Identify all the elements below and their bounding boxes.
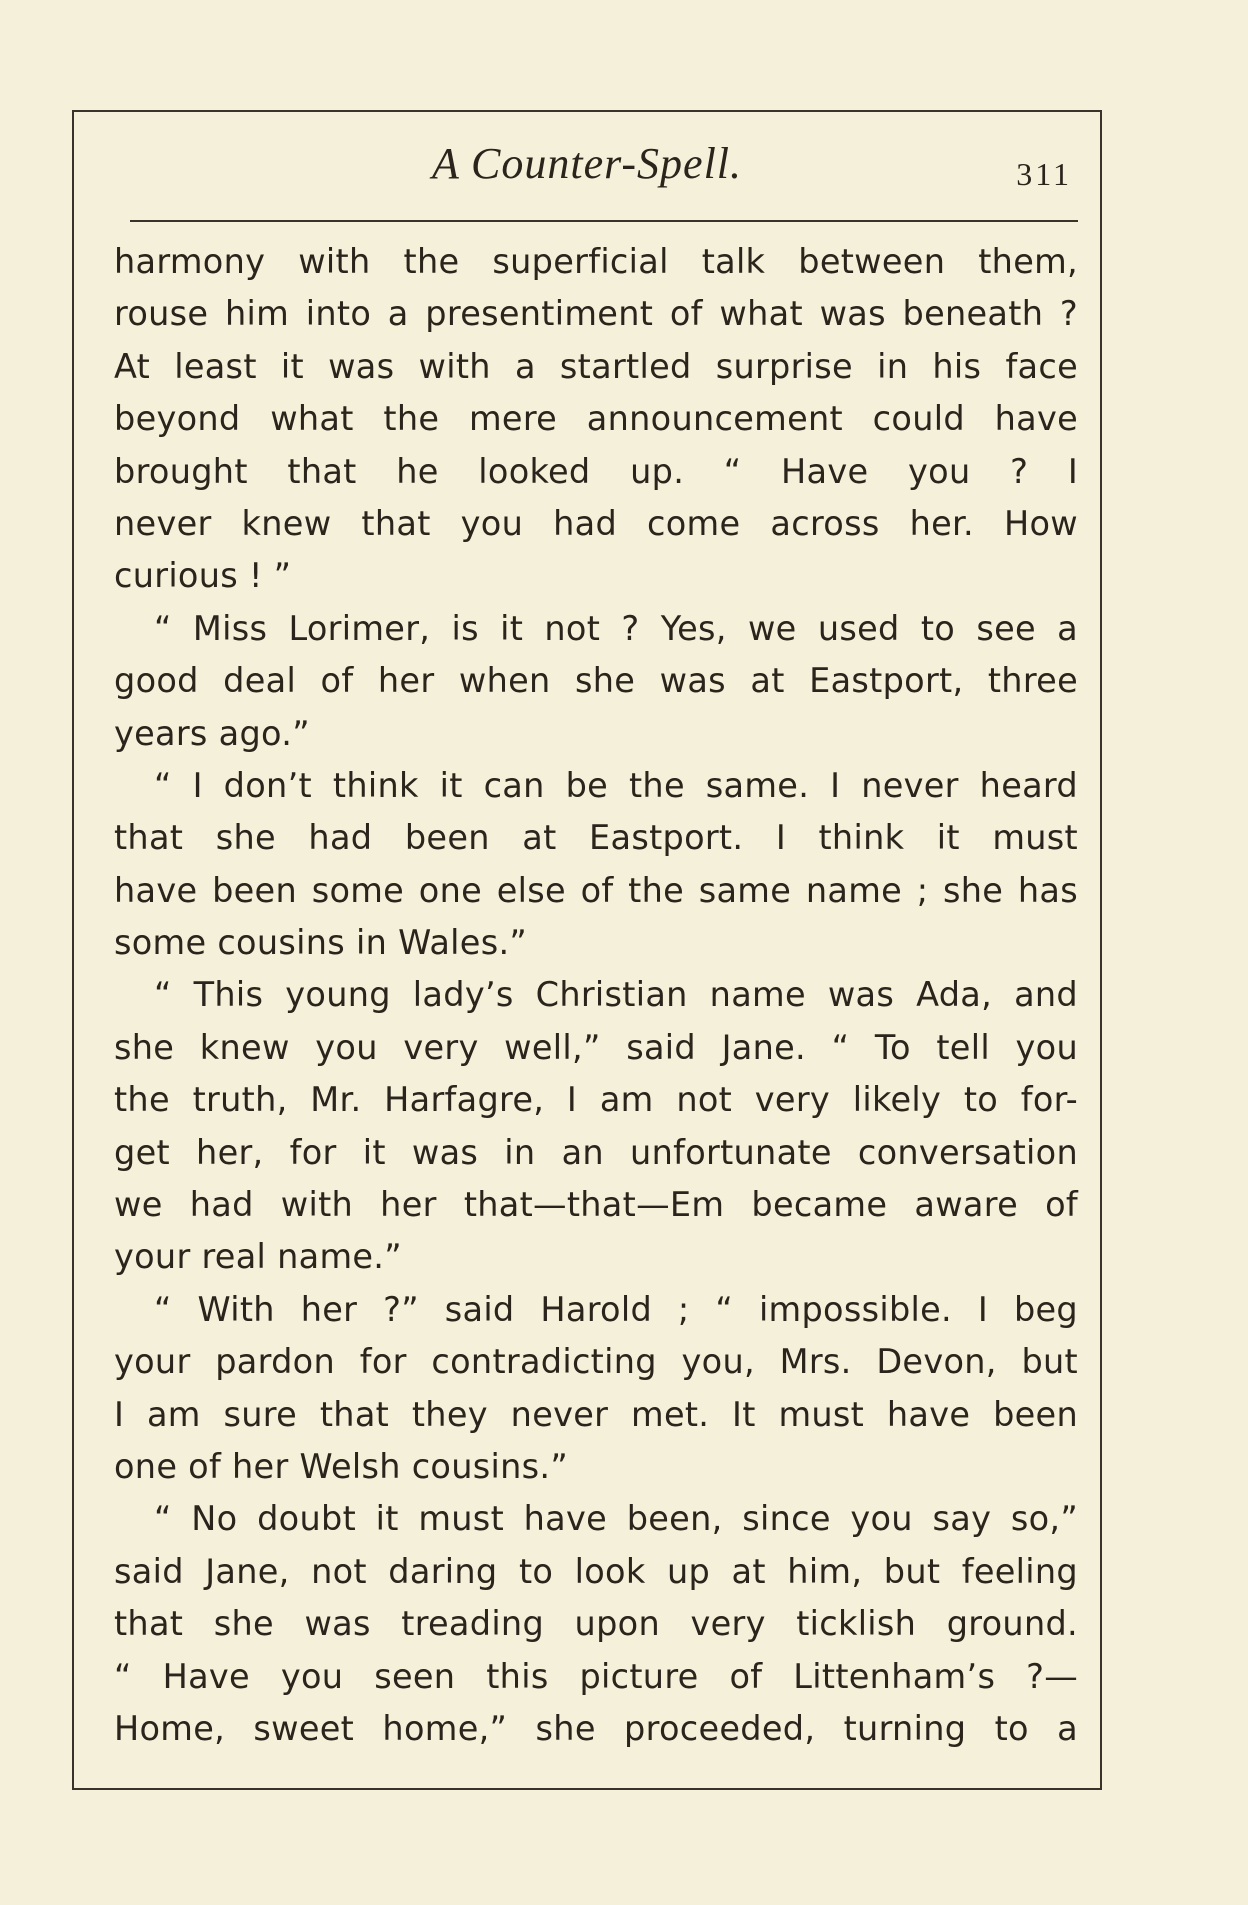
text-line: “ Have you seen this picture of Littenham’s ?— [114, 1656, 1078, 1696]
text-line: harmony with the superficial talk between them, [114, 242, 1078, 281]
text-line: get her, for it was in an unfortunate conversation [114, 1132, 1078, 1172]
text-line: never knew that you had come across her. How [114, 503, 1078, 543]
text-line: said Jane, not daring to look up at him, but feeling [114, 1551, 1078, 1591]
text-line: years ago.” [114, 713, 310, 753]
text-line: we had with her that—that—Em became aware of [114, 1185, 1078, 1225]
text-line: your real name.” [114, 1237, 402, 1277]
text-line: some cousins in Wales.” [114, 923, 528, 963]
text-line: curious ! ” [114, 556, 292, 596]
text-line: “ This young lady’s Christian name was Ada, and [154, 975, 1078, 1015]
text-line: Home, sweet home,” she proceeded, turning to a [114, 1708, 1078, 1748]
text-line: the truth, Mr. Harfagre, I am not very likely to for- [114, 1080, 1078, 1120]
text-line: your pardon for contradicting you, Mrs. Devon, but [114, 1342, 1078, 1382]
page-number: 311 [1016, 156, 1072, 192]
header-rule [130, 220, 1078, 222]
text-line: “ I don’t think it can be the same. I never heard [154, 765, 1078, 805]
text-line: I am sure that they never met. It must have been [114, 1394, 1078, 1434]
page-frame [72, 110, 1102, 1790]
running-head [74, 112, 1100, 222]
text-line: have been some one else of the same name ; she has [114, 870, 1078, 910]
text-line: At least it was with a startled surprise in his face [114, 346, 1078, 386]
text-line: that she was treading upon very ticklish ground. [114, 1604, 1078, 1644]
text-body [114, 236, 1078, 1755]
text-line: good deal of her when she was at Eastport, three [114, 661, 1078, 701]
text-line: brought that he looked up. “ Have you ? I [114, 451, 1078, 491]
text-line: “ No doubt it must have been, since you say so,” [154, 1499, 1078, 1539]
text-line: “ With her ?” said Harold ; “ impossible. I beg [154, 1289, 1078, 1329]
text-line: one of her Welsh cousins.” [114, 1446, 568, 1486]
text-line: she knew you very well,” said Jane. “ To tell you [114, 1027, 1078, 1067]
text-line: beyond what the mere announcement could have [114, 399, 1078, 439]
text-line: rouse him into a presentiment of what was beneath ? [114, 294, 1078, 334]
text-line: “ Miss Lorimer, is it not ? Yes, we used to see a [154, 608, 1078, 648]
text-line: that she had been at Eastport. I think it must [114, 818, 1078, 858]
running-title: A Counter-Spell. [431, 139, 743, 188]
